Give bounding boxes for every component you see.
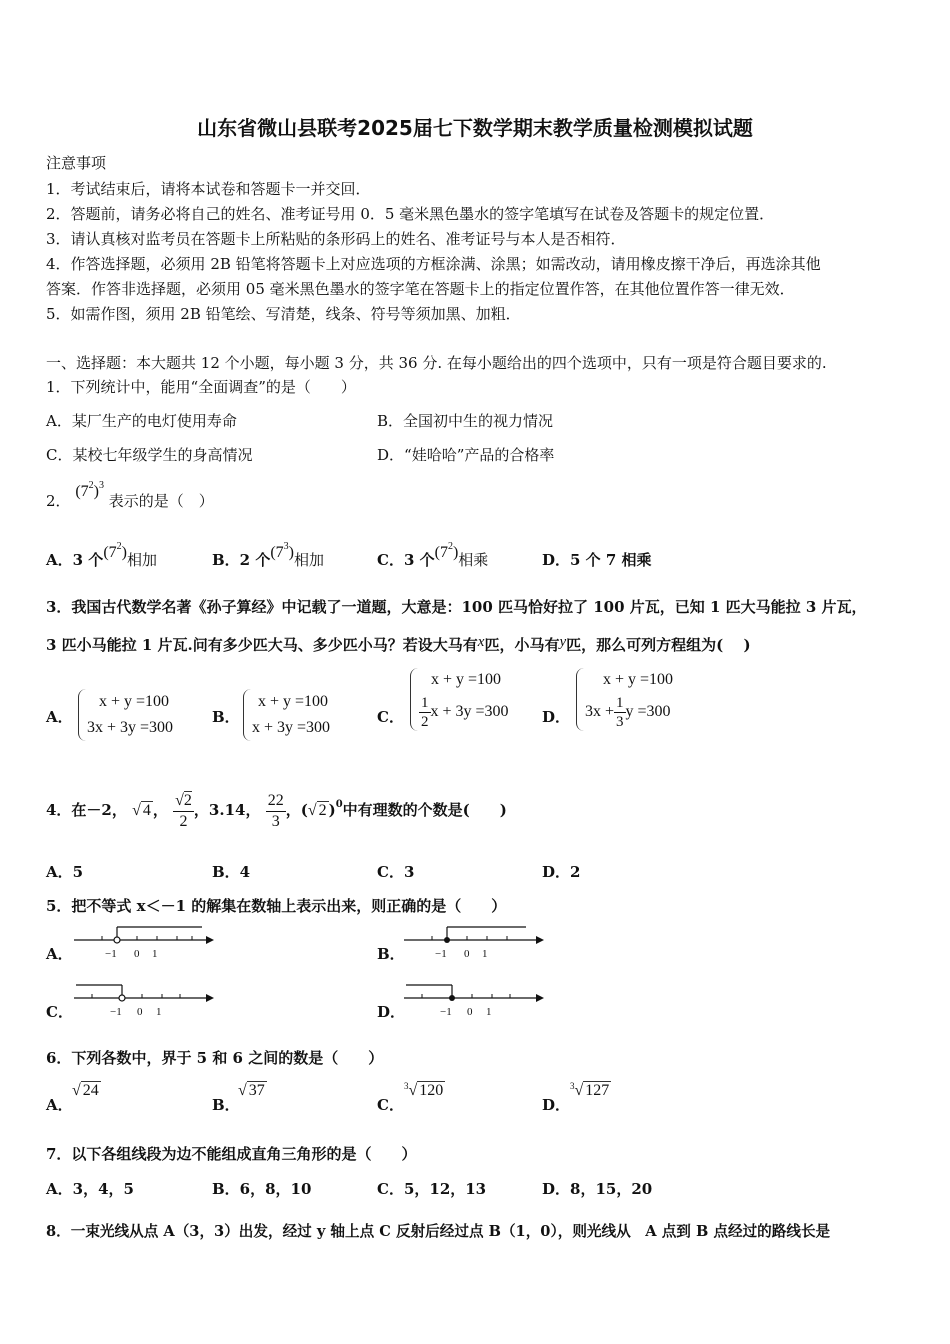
tick-label: 0 (464, 948, 470, 960)
question-7-stem: 7．以下各组线段为边不能组成直角三角形的是（ ） (46, 1145, 417, 1163)
q6-option-a-value: √ 24 (72, 1082, 99, 1099)
q6-option-a-label: A． (46, 1096, 73, 1114)
q5-option-b-numberline (402, 922, 544, 962)
tick-label: 1 (156, 1006, 162, 1018)
q4-option-a: A．5 (46, 863, 84, 881)
tick-label: −1 (105, 948, 117, 960)
q4-option-b: B．4 (212, 863, 251, 881)
q5-option-a-label: A． (46, 945, 73, 963)
note-item: 答案．作答非选择题，必须用 05 毫米黑色墨水的签字笔在答题卡上的指定位置作答，在其他位置作答一律无效． (46, 280, 795, 298)
tick-label: 1 (486, 1006, 492, 1018)
tick-label: 1 (482, 948, 488, 960)
note-item: 4．作答选择题，必须用 2B 铅笔将答题卡上对应选项的方框涂满、涂黑；如需改动，请用橡皮擦干净后，再选涂其他 (46, 255, 821, 273)
tick-label: 1 (152, 948, 158, 960)
q3-option-b-label: B． (212, 708, 240, 726)
q3-option-c-label: C． (377, 708, 404, 726)
q3-option-a-label: A． (46, 708, 73, 726)
q1-option-d: D．“娃哈哈”产品的合格率 (377, 446, 555, 464)
q2-expression: $(7^2)^3$ (75, 480, 104, 500)
q6-option-d-value: $^3$√ 127 (570, 1081, 610, 1099)
q5-option-d-label: D． (377, 1003, 406, 1021)
q6-option-b-value: √ 37 (238, 1082, 265, 1099)
q2-option-a: A．3 个$(7^2)$相加 (46, 541, 157, 569)
q1-option-b: B．全国初中生的视力情况 (377, 412, 554, 430)
q5-option-b-label: B． (377, 945, 405, 963)
notes-heading: 注意事项 (46, 154, 107, 172)
question-8-stem: 8．一束光线从点 A（3，3）出发，经过 y 轴上点 C 反射后经过点 B（1，0），则光线从 A 点到 B 点经过的路线长是 (46, 1223, 831, 1240)
q5-option-d-numberline (402, 980, 544, 1020)
tick-label: 0 (137, 1006, 143, 1018)
question-1-stem: 1．下列统计中，能用“全面调查”的是（ ） (46, 378, 356, 396)
q7-option-b: B．6，8，10 (212, 1180, 312, 1198)
q4-option-d: D．2 (542, 863, 581, 881)
question-3-line1: 3．我国古代数学名著《孙子算经》中记载了一道题，大意是：100 匹马恰好拉了 100 片瓦，已知 1 匹大马能拉 3 片瓦， (46, 598, 867, 616)
note-item: 3．请认真核对监考员在答题卡上所粘贴的条形码上的姓名、准考证号与本人是否相符． (46, 230, 626, 248)
q6-option-b-label: B． (212, 1096, 240, 1114)
section-heading: 一、选择题：本大题共 12 个小题，每小题 3 分，共 36 分. 在每小题给出的四个选项中，只有一项是符合题目要求的. (46, 354, 827, 372)
q1-option-a: A．某厂生产的电灯使用寿命 (46, 412, 237, 430)
q7-option-c: C．5，12，13 (377, 1180, 487, 1198)
q3-option-a-system: x + y =100 3x + 3y =300 (78, 689, 173, 741)
q3-option-c-system: x + y =100 $\frac{1}{2}$ x + 3y =300 (410, 668, 509, 731)
page-title: 山东省微山县联考2025届七下数学期末教学质量检测模拟试题 (197, 116, 753, 140)
question-4-stem: 4．在－2， √ 4 ， $\frac{√2}{2}$ ，3.14， $\frac{22}{3}$ ，(√ 2 )$^0$中有理数的个数是( ) (46, 791, 507, 830)
q2-option-b: B．2 个$(7^3)$相加 (212, 541, 325, 569)
q5-option-c-numberline (72, 980, 214, 1020)
q2-option-d: D．5 个 7 相乘 (542, 551, 652, 569)
tick-label: 0 (467, 1006, 473, 1018)
q6-option-c-value: $^3$√ 120 (404, 1081, 444, 1099)
question-2-stem (46, 480, 214, 511)
question-5-stem: 5．把不等式 x＜－1 的解集在数轴上表示出来，则正确的是（ ） (46, 897, 507, 915)
note-item: 5．如需作图，须用 2B 铅笔绘、写清楚，线条、符号等须加黑、加粗． (46, 305, 521, 323)
tick-label: 0 (134, 948, 140, 960)
q1-option-c: C．某校七年级学生的身高情况 (46, 446, 253, 464)
q4-option-c: C．3 (377, 863, 415, 881)
tick-label: −1 (110, 1006, 122, 1018)
q2-number: 2． (46, 492, 71, 510)
note-item: 1．考试结束后，请将本试卷和答题卡一并交回． (46, 180, 371, 198)
question-3-line2: 3 匹小马能拉 1 片瓦.问有多少匹大马、多少匹小马？若设大马有x匹，小马有y匹，那么可列方程组为( ) (46, 634, 751, 654)
q3-option-d-system: x + y =100 3x + $\frac{1}{3}$ y =300 (576, 668, 673, 731)
q7-option-d: D．8，15，20 (542, 1180, 653, 1198)
q6-option-c-label: C． (377, 1096, 404, 1114)
q6-option-d-label: D． (542, 1096, 571, 1114)
question-6-stem: 6．下列各数中，界于 5 和 6 之间的数是（ ） (46, 1049, 384, 1067)
note-item: 2．答题前，请务必将自己的姓名、准考证号用 0．5 毫米黑色墨水的签字笔填写在试卷及答题卡的规定位置． (46, 205, 775, 223)
tick-label: −1 (440, 1006, 452, 1018)
tick-label: −1 (435, 948, 447, 960)
q3-option-b-system: x + y =100 x + 3y =300 (243, 689, 330, 741)
q7-option-a: A．3，4，5 (46, 1180, 134, 1198)
q5-option-a-numberline (72, 922, 214, 962)
q3-option-d-label: D． (542, 708, 571, 726)
q2-stem-text: 表示的是（ ） (108, 492, 214, 510)
q2-option-c: C．3 个$(7^2)$相乘 (377, 541, 489, 569)
q5-option-c-label: C． (46, 1003, 73, 1021)
